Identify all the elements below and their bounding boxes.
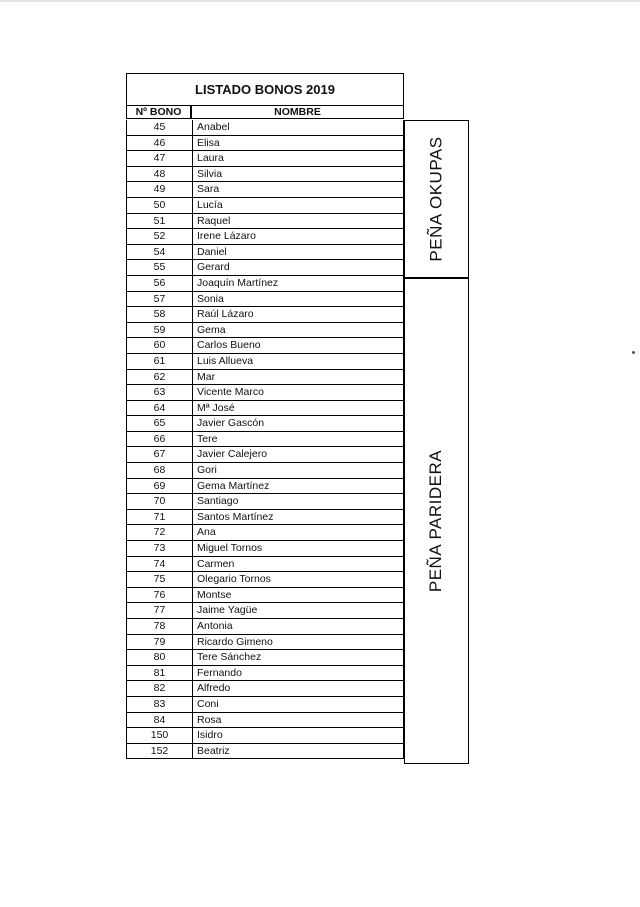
bono-number: 77 [126,603,193,619]
page-top-edge [0,0,640,2]
table-row [126,229,404,245]
table-row [126,697,404,713]
table-header [126,105,404,120]
bono-number: 71 [126,510,193,526]
table-row [126,120,404,136]
bono-number: 51 [126,214,193,230]
bono-name: Tere [193,432,404,448]
bono-number: 50 [126,198,193,214]
bono-number: 72 [126,525,193,541]
bono-number: 54 [126,245,193,261]
bono-number: 68 [126,463,193,479]
bono-name: Mar [193,370,404,386]
bono-number: 83 [126,697,193,713]
bono-number: 52 [126,229,193,245]
bono-number: 62 [126,370,193,386]
bono-number: 63 [126,385,193,401]
table-row [126,338,404,354]
scan-speck [632,351,635,354]
bono-name: Sara [193,182,404,198]
table-row [126,525,404,541]
bono-name: Gori [193,463,404,479]
bono-name: Santos Martínez [193,510,404,526]
bono-name: Miguel Tornos [193,541,404,557]
table-row [126,385,404,401]
table-row [126,167,404,183]
table-row [126,198,404,214]
group-okupas-label: PEÑA OKUPAS [426,136,446,262]
bono-name: Daniel [193,245,404,261]
bono-number: 47 [126,151,193,167]
table-row [126,416,404,432]
bono-name: Alfredo [193,681,404,697]
bono-number: 76 [126,588,193,604]
group-paridera [404,278,469,764]
bono-name: Gerard [193,260,404,276]
bono-number: 57 [126,292,193,308]
bonos-table [126,120,404,759]
bono-name: Silvia [193,167,404,183]
bono-name: Olegario Tornos [193,572,404,588]
table-row [126,681,404,697]
table-row [126,650,404,666]
table-row [126,619,404,635]
bono-number: 78 [126,619,193,635]
table-row [126,432,404,448]
bono-number: 60 [126,338,193,354]
bono-name: Elisa [193,136,404,152]
bono-number: 80 [126,650,193,666]
bono-name: Beatriz [193,744,404,760]
bono-name: Luis Allueva [193,354,404,370]
bono-number: 69 [126,479,193,495]
table-row [126,479,404,495]
bono-name: Ana [193,525,404,541]
table-row [126,401,404,417]
table-row [126,744,404,760]
bono-name: Coni [193,697,404,713]
bono-name: Irene Lázaro [193,229,404,245]
bono-number: 48 [126,167,193,183]
bono-name: Laura [193,151,404,167]
bono-number: 65 [126,416,193,432]
header-name: NOMBRE [192,105,404,119]
bono-number: 73 [126,541,193,557]
bono-number: 152 [126,744,193,760]
table-row [126,603,404,619]
table-row [126,370,404,386]
bono-name: Mª José [193,401,404,417]
group-okupas [404,120,469,278]
table-row [126,510,404,526]
bono-number: 46 [126,136,193,152]
table-row [126,260,404,276]
table-row [126,182,404,198]
bono-name: Isidro [193,728,404,744]
bono-name: Carmen [193,557,404,573]
bono-number: 84 [126,713,193,729]
table-row [126,557,404,573]
bono-name: Sonia [193,292,404,308]
bono-name: Gema [193,323,404,339]
bono-number: 59 [126,323,193,339]
table-row [126,307,404,323]
table-row [126,728,404,744]
bono-number: 75 [126,572,193,588]
table-row [126,214,404,230]
table-row [126,447,404,463]
table-row [126,276,404,292]
bono-number: 64 [126,401,193,417]
table-row [126,588,404,604]
header-number: Nº BONO [126,105,192,119]
bono-name: Javier Calejero [193,447,404,463]
table-row [126,354,404,370]
table-row [126,292,404,308]
bono-number: 49 [126,182,193,198]
table-row [126,136,404,152]
bono-name: Fernando [193,666,404,682]
bono-name: Raquel [193,214,404,230]
table-row [126,713,404,729]
bono-name: Javier Gascón [193,416,404,432]
group-paridera-label: PEÑA PARIDERA [426,449,446,593]
bono-name: Carlos Bueno [193,338,404,354]
bono-number: 74 [126,557,193,573]
bono-name: Joaquín Martínez [193,276,404,292]
bono-number: 58 [126,307,193,323]
table-row [126,572,404,588]
table-row [126,666,404,682]
bono-number: 61 [126,354,193,370]
bono-name: Rosa [193,713,404,729]
bono-number: 150 [126,728,193,744]
bono-name: Jaime Yagüe [193,603,404,619]
bono-name: Anabel [193,120,404,136]
bono-name: Gema Martínez [193,479,404,495]
bono-number: 70 [126,494,193,510]
bono-number: 66 [126,432,193,448]
table-row [126,635,404,651]
bono-name: Raúl Lázaro [193,307,404,323]
bono-name: Montse [193,588,404,604]
table-row [126,245,404,261]
bono-number: 82 [126,681,193,697]
bono-number: 81 [126,666,193,682]
bono-number: 56 [126,276,193,292]
bono-name: Lucía [193,198,404,214]
table-row [126,151,404,167]
bono-number: 45 [126,120,193,136]
table-row [126,323,404,339]
bono-name: Antonia [193,619,404,635]
table-row [126,541,404,557]
bono-name: Vicente Marco [193,385,404,401]
document-title: LISTADO BONOS 2019 [126,73,404,106]
table-row [126,463,404,479]
bono-name: Santiago [193,494,404,510]
bono-name: Tere Sánchez [193,650,404,666]
table-row [126,494,404,510]
bono-name: Ricardo Gimeno [193,635,404,651]
bono-number: 79 [126,635,193,651]
bono-number: 67 [126,447,193,463]
bono-number: 55 [126,260,193,276]
